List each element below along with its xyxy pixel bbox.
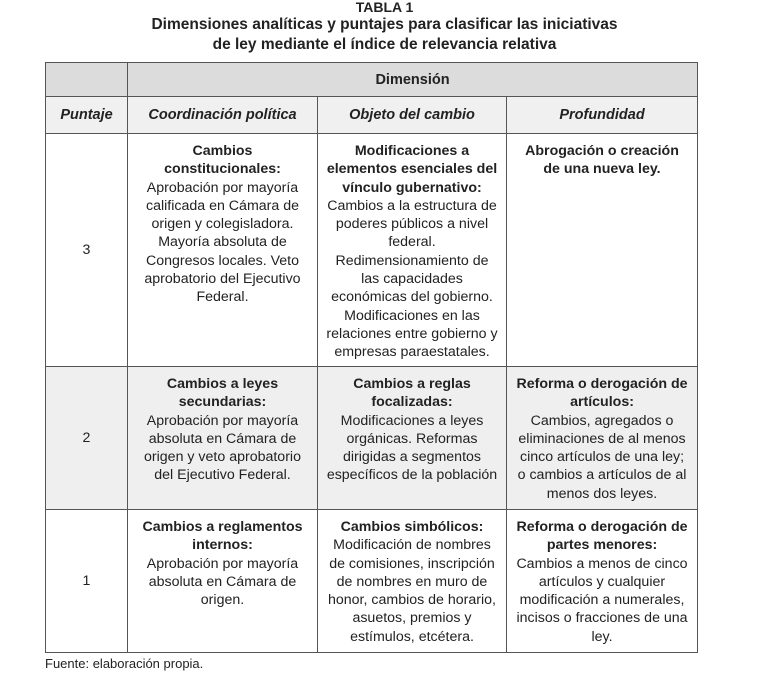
column-header-profundidad: Profundidad	[507, 97, 698, 134]
table-label: TABLA 1	[355, 0, 414, 15]
column-header-coordinacion: Coordinación política	[128, 97, 318, 134]
profundidad-cell	[507, 367, 698, 510]
objeto-cell	[318, 510, 507, 653]
cell-title: Reforma o derogación de artículos:	[516, 376, 688, 411]
objeto-cell	[318, 134, 507, 367]
score-cell: 1	[46, 510, 128, 653]
table-title-line-1: Dimensiones analíticas y puntajes para clasificar las iniciativas	[151, 16, 618, 33]
cell-body: Modificación de nombres de comisiones, inscripción de nombres en muro de honor, cambios de horario, asuetos, premios y estímulos, etcétera.	[328, 537, 496, 645]
group-header-dimension: Dimensión	[128, 63, 698, 97]
score-cell: 2	[46, 367, 128, 510]
column-header-row	[46, 97, 698, 134]
source-note: Fuente: elaboración propia.	[45, 656, 204, 671]
column-header-objeto: Objeto del cambio	[318, 97, 507, 134]
column-header-puntaje: Puntaje	[46, 97, 128, 134]
cell-body: Modificaciones a leyes orgánicas. Reformas dirigidas a segmentos específicos de la población	[326, 412, 498, 484]
profundidad-cell	[507, 134, 698, 367]
cell-title: Reforma o derogación de partes menores:	[516, 519, 688, 554]
group-header-blank	[46, 63, 128, 97]
cell-title: Cambios simbólicos:	[340, 519, 484, 535]
table-row-score-1	[46, 510, 698, 653]
cell-body: Aprobación por mayoría absoluta en Cámara de origen.	[146, 555, 299, 609]
cell-title: Abrogación o creación de una nueva ley.	[525, 143, 679, 178]
cell-title: Cambios a leyes secundarias:	[166, 376, 279, 411]
cell-title: Cambios a reglas focalizadas:	[353, 376, 471, 411]
cell-body: Cambios, agregados o eliminaciones de al menos cinco artículos de una ley; o cambios a artículos de al menos dos leyes.	[517, 412, 687, 502]
cell-body: Aprobación por mayoría absoluta en Cámara de origen y veto aprobatorio del Ejecutivo Federal.	[144, 412, 301, 484]
coordinacion-cell	[128, 510, 318, 653]
coordinacion-cell	[128, 134, 318, 367]
cell-title: Cambios constitucionales:	[164, 143, 281, 178]
table-title-line-2: de ley mediante el índice de relevancia relativa	[212, 36, 557, 53]
profundidad-cell	[507, 510, 698, 653]
cell-body: Cambios a la estructura de poderes públicos a nivel federal. Redimensionamiento de las capacidades económicas del gobierno. Modificaciones en las relaciones entre gobierno y empresas paraestatales.	[326, 197, 498, 361]
table-row-score-3	[46, 134, 698, 367]
objeto-cell	[318, 367, 507, 510]
cell-title: Cambios a reglamentos internos:	[142, 519, 303, 554]
cell-body: Aprobación por mayoría calificada en Cámara de origen y colegisladora. Mayoría absoluta de Congresos locales. Veto aprobatorio del Ejecutivo Federal.	[144, 179, 301, 306]
coordinacion-cell	[128, 367, 318, 510]
group-header-row	[46, 63, 698, 97]
table-row-score-2	[46, 367, 698, 510]
table-title-block	[0, 0, 769, 54]
relevance-table	[45, 62, 698, 653]
cell-title: Modificaciones a elementos esenciales del vínculo gubernativo:	[326, 143, 498, 196]
cell-body: Cambios a menos de cinco artículos y cualquier modificación a numerales, incisos o fracciones de una ley.	[516, 555, 688, 645]
score-cell: 3	[46, 134, 128, 367]
